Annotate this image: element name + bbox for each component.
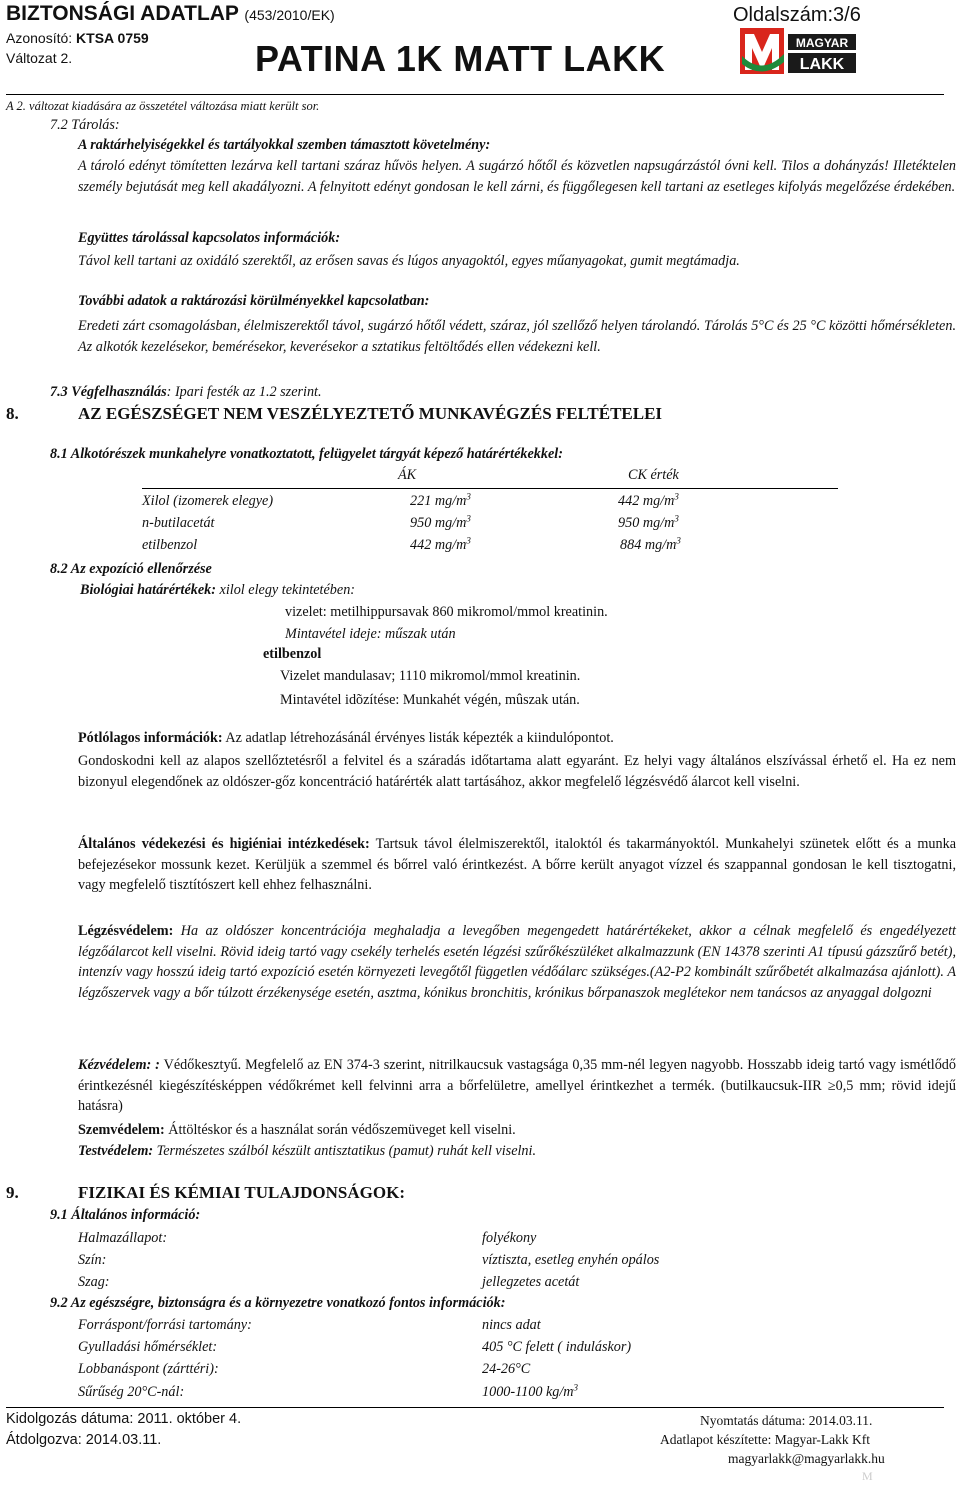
prop-value: 405 °C felett ( induláskor)	[482, 1339, 632, 1355]
body-protection: Testvédelem: Természetes szálból készült antisztatikus (pamut) ruhát kell viselni.	[78, 1143, 537, 1159]
footer-mark: M	[862, 1469, 873, 1483]
footer-created: Kidolgozás dátuma: 2011. október 4.	[6, 1411, 242, 1427]
bio-line-2: Mintavétel ideje: műszak után	[285, 626, 456, 642]
section-8-2-title: 8.2 Az expozíció ellenőrzése	[50, 561, 212, 577]
prop-label: Lobbanáspont (zárttéri):	[78, 1361, 219, 1377]
row-name: etilbenzol	[142, 537, 198, 553]
header-rule	[6, 94, 944, 95]
document-title: BIZTONSÁGI ADATLAP (453/2010/EK)	[6, 2, 335, 25]
footer-printed: Nyomtatás dátuma: 2014.03.11.	[700, 1413, 873, 1428]
ventilation-text: Gondoskodni kell az alapos szellőztetésről a felvitel és a száradás időtartama alatt egyaránt. Ez helyi vagy általános elszívással érhető el. Ha ez nem bizonyul elegendőnek az oldószer-gőz koncentráció határérték alatt tartásához, akkor megfelelő légzésvédő álarcot kell viselni.	[78, 753, 956, 790]
hygiene-text: Általános védekezési és higiéniai intézkedések: Tartsuk távol élelmiszerektől, italoktól és takarmányoktól. Munkahelyi szünetek előtt és a munka befejezésekor mossunk kezet. Kerüljük a szemmel és bőrrel való érintkezést. A bőrre került anyagot vízzel és szappannal gondosan le kell tisztogatni, vagy megfelelő tisztítószert kell ehhez felhasználni.	[78, 836, 956, 894]
prop-label: Szín:	[78, 1252, 107, 1268]
footer-author: Adatlapot készítette: Magyar-Lakk Kft	[660, 1432, 871, 1447]
bio-line-4: Vizelet mandulasav; 1110 mikromol/mmol kreatinin.	[280, 668, 581, 684]
footer-revised: Átdolgozva: 2014.03.11.	[6, 1432, 162, 1448]
row-name: Xilol (izomerek elegye)	[142, 493, 274, 509]
logo-text-2: LAKK	[799, 56, 845, 73]
col-header-ak: ÁK	[398, 467, 417, 483]
storage-more-text: Eredeti zárt csomagolásban, élelmiszerektől távol, sugárzó hőtől védett, száraz, jól szellőző helyen tárolandó. Tárolás 5°C és 25 °C közötti hőmérsékleten. Az alkotók kezelésekor, bemérésekor, keverésekor a sztatikus feltöltődés ellen védekezni kell.	[78, 318, 956, 355]
prop-value: 1000-1100 $kg/m^3$	[482, 1382, 579, 1400]
prop-value: jellegzetes acetát	[482, 1274, 580, 1290]
respiratory-text: Légzésvédelem: Ha az oldószer koncentrációja meghaladja a levegőben megengedett határértékeket, akkor a célnak megfelelő és engedélyezett légzőálarcot kell viselni. Rövid ideig tartó vagy csekély terhelés esetén légzési szűrőkészüléket alkalmazzunk (EN 14378 szerinti A1 típusú gázszűrő betét), intenzív vagy hosszú ideig tartó expozíció esetén környezeti levegőtől független védőálarc szükséges.(A2-P2 kombinált szűrőbetét alkalmazása ajánlott). A légzőszervek vagy a bőr túlzott érzékenysége esetén, asztma, kónikus bronchitis, krónikus bőrpanaszok meglétekor nem tanácsos az anyaggal dolgozni	[78, 923, 956, 1001]
row-ck: 884 $mg/m^3$	[620, 535, 681, 553]
storage-req-heading: A raktárhelyiségekkel és tartályokkal szemben támasztott követelmény:	[78, 137, 491, 153]
version-note: A 2. változat kiadására az összetétel változása miatt került sor.	[6, 99, 320, 113]
prop-label: Forráspont/forrási tartomány:	[78, 1317, 252, 1333]
page-number: Oldalszám:3/6	[733, 4, 861, 26]
prop-label: Gyulladási hőmérséklet:	[78, 1339, 218, 1355]
regulation-ref: (453/2010/EK)	[244, 7, 335, 23]
identifier: Azonosító: KTSA 0759	[6, 30, 149, 46]
table-rule	[142, 488, 838, 489]
section-8-1-title: 8.1 Alkotórészek munkahelyre vonatkoztatott, felügyelet tárgyát képező határértékekkel:	[50, 446, 563, 462]
footer-email: magyarlakk@magyarlakk.hu	[728, 1451, 885, 1466]
prop-label: Halmazállapot:	[78, 1230, 168, 1246]
bio-line-1: vizelet: metilhippursavak 860 mikromol/mmol kreatinin.	[285, 604, 608, 620]
co-storage-text: Távol kell tartani az oxidáló szerektől, az erősen savas és lúgos anyagoktól, egyes műanyagokat, gumit megtámadja.	[78, 253, 740, 269]
logo-text-1: MAGYAR	[795, 36, 849, 50]
section-9-number: 9.	[6, 1183, 19, 1202]
version: Változat 2.	[6, 50, 73, 66]
section-8-number: 8.	[6, 404, 19, 423]
col-header-ck: CK érték	[628, 467, 679, 483]
identifier-value: KTSA 0759	[76, 30, 149, 46]
row-name: n-butilacetát	[142, 515, 215, 531]
extra-info: Pótlólagos információk: Az adatlap létrehozásánál érvényes listák képezték a kiindulópontot.	[78, 730, 614, 746]
product-name: PATINA 1K MATT LAKK	[255, 38, 666, 79]
row-ak: 950 $mg/m^3$	[410, 513, 471, 531]
row-ck: 950 $mg/m^3$	[618, 513, 679, 531]
row-ak: 221 $mg/m^3$	[410, 491, 471, 509]
section-9-title: FIZIKAI ÉS KÉMIAI TULAJDONSÁGOK:	[78, 1183, 405, 1202]
company-logo	[740, 26, 858, 76]
row-ck: 442 $mg/m^3$	[618, 491, 679, 509]
row-ak: 442 $mg/m^3$	[410, 535, 471, 553]
bio-limits: Biológiai határértékek: xilol elegy tekintetében:	[80, 582, 356, 598]
prop-value: 24-26°C	[482, 1361, 531, 1377]
section-9-1-title: 9.1 Általános információ:	[50, 1207, 201, 1223]
bio-line-3: etilbenzol	[263, 646, 322, 662]
footer-rule	[6, 1407, 944, 1408]
hand-protection-text: Kézvédelem: : Védőkesztyű. Megfelelő az EN 374-3 szerint, nitrilkaucsuk vastagsága 0,35 mm-nél legyen nagyobb. Hosszabb ideig tartó vagy ismétlődő érintkezésnél kiegészítésképpen védőkrémet kell felvinni arra a bőrfelületre, amellyel érintkezhet a termék. (butilkaucsuk-IIR ≥0,5 mm; rövid idejű hatásra)	[78, 1057, 956, 1115]
section-8-title: AZ EGÉSZSÉGET NEM VESZÉLYEZTETŐ MUNKAVÉGZÉS FELTÉTELEI	[78, 404, 663, 423]
prop-label: Szag:	[78, 1274, 110, 1290]
storage-more-heading: További adatok a raktározási körülményekkel kapcsolatban:	[78, 293, 430, 309]
prop-value: nincs adat	[482, 1317, 541, 1333]
co-storage-heading: Együttes tárolással kapcsolatos információk:	[78, 230, 341, 246]
prop-value: folyékony	[482, 1230, 537, 1246]
prop-label: Sűrűség 20°C-nál:	[78, 1384, 185, 1400]
section-9-2-title: 9.2 Az egészségre, biztonságra és a környezetre vonatkozó fontos információk:	[50, 1295, 506, 1311]
storage-req-text: A tároló edényt tömítetten lezárva kell tartani száraz hűvös helyen. A sugárzó hőtől és közvetlen napsugárzástól óvni kell. Tilos a dohányzás! Illetéktelen személy bejutását meg kell akadályozni. A felnyitott edényt gondosan le kell zárni, és függőlegesen kell tartani az esetleges kifolyás megelőzése érdekében.	[78, 158, 956, 195]
eye-protection: Szemvédelem: Áttöltéskor és a használat során védőszemüveget kell viselni.	[78, 1122, 516, 1138]
prop-value: víztiszta, esetleg enyhén opálos	[482, 1252, 660, 1268]
section-7-3: 7.3 Végfelhasználás: Ipari festék az 1.2 szerint.	[50, 384, 322, 400]
bio-line-5: Mintavétel idõzítése: Munkahét végén, mûszak után.	[280, 692, 580, 708]
section-7-2-title: 7.2 Tárolás:	[50, 117, 120, 133]
